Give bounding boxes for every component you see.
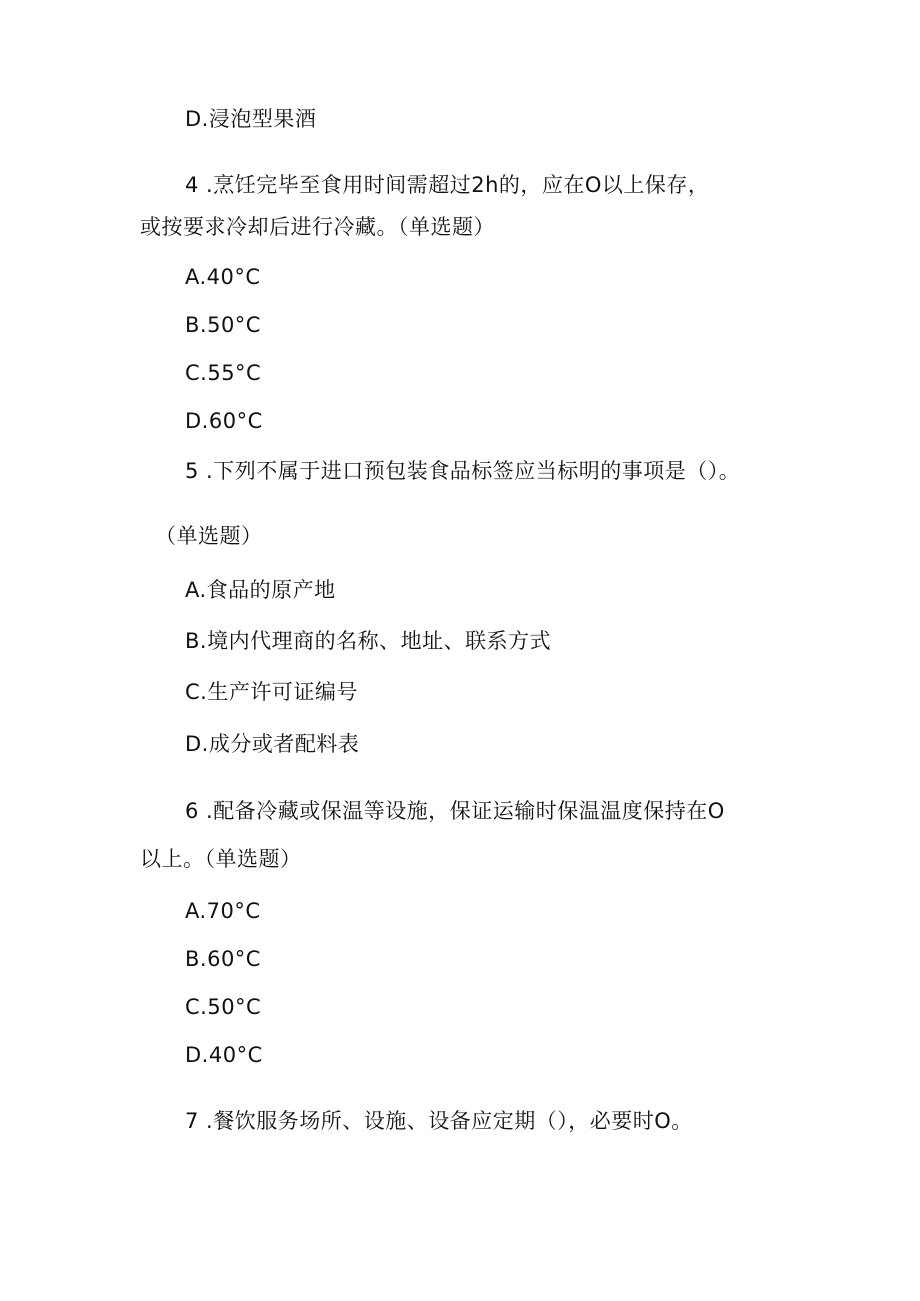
question-5-text-cont: （单选题） [155,524,263,548]
question-5-option-c: C.生产许可证编号 [185,680,358,704]
question-6-option-b: B.60°C [185,947,261,971]
question-6-option-c: C.50°C [185,995,262,1019]
prev-option-d: D.浸泡型果酒 [185,107,317,131]
question-4-text-cont: 或按要求冷却后进行冷藏。（单选题） [140,215,495,239]
question-7-text: 7 .餐饮服务场所、设施、设备应定期（），必要时O。 [185,1109,693,1133]
question-4-option-b: B.50°C [185,313,261,337]
question-4-option-a: A.40°C [185,265,261,289]
question-6-text-cont: 以上。（单选题） [140,847,302,871]
question-5-option-d: D.成分或者配料表 [185,732,360,756]
question-4-option-d: D.60°C [185,409,263,433]
question-6-option-d: D.40°C [185,1043,263,1067]
question-4-option-c: C.55°C [185,361,262,385]
question-5-text: 5 .下列不属于进口预包装食品标签应当标明的事项是（）。 [185,459,741,483]
question-5-option-a: A.食品的原产地 [185,578,336,602]
question-6-text: 6 .配备冷藏或保温等设施，保证运输时保温温度保持在O [185,799,725,823]
question-5-option-b: B.境内代理商的名称、地址、联系方式 [185,629,552,653]
question-4-text: 4 .烹饪完毕至食用时间需超过2h的，应在O以上保存， [185,173,710,197]
question-6-option-a: A.70°C [185,899,261,923]
